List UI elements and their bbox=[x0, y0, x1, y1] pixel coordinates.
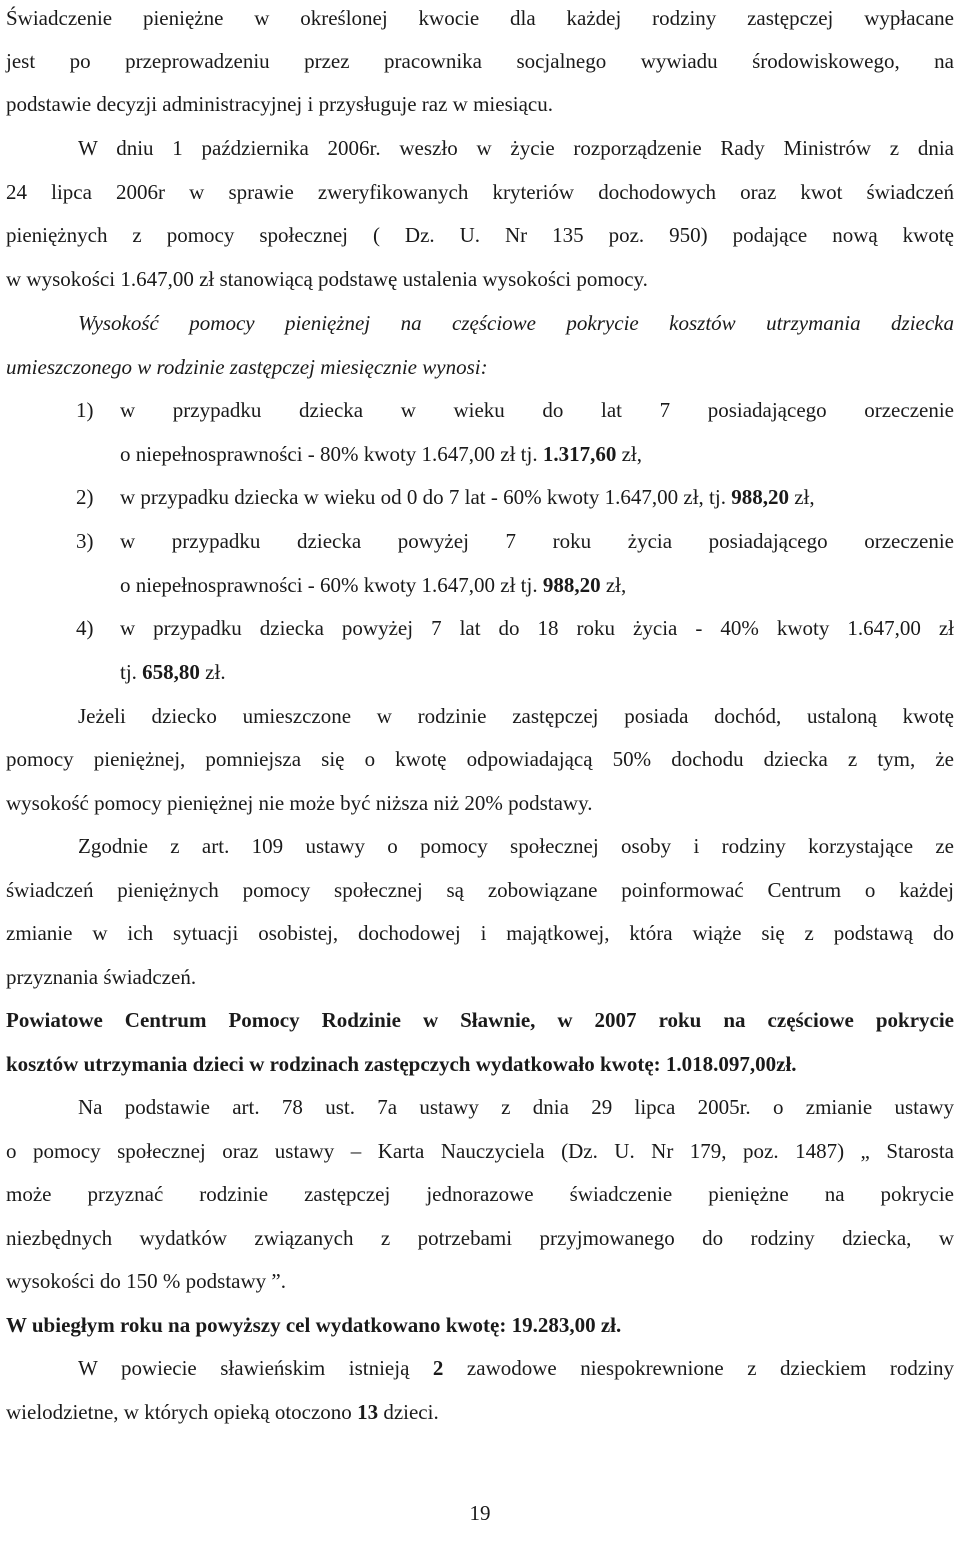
text-line: jest po przeprowadzeniu przez pracownika socjalnego wywiadu środowiskowego, na bbox=[6, 49, 954, 73]
text-line: Zgodnie z art. 109 ustawy o pomocy społecznej osoby i rodziny korzystające ze bbox=[78, 834, 954, 858]
text-line: pieniężnych z pomocy społecznej ( Dz. U. Nr 135 poz. 950) podające nową kwotę bbox=[6, 223, 954, 247]
text-line: wielodzietne, w których opieką otoczono 13 dzieci. bbox=[6, 1400, 439, 1424]
text-line: pomocy pieniężnej, pomniejsza się o kwotę odpowiadającą 50% dochodu dziecka z tym, że bbox=[6, 747, 954, 771]
list-number: 3) bbox=[76, 529, 94, 553]
list-item bbox=[76, 484, 954, 510]
text-line: w przypadku dziecka powyżej 7 roku życia posiadającego orzeczenie bbox=[120, 529, 954, 553]
text-line: niezbędnych wydatków związanych z potrzebami przyjmowanego do rodziny dziecka, w bbox=[6, 1226, 954, 1250]
text-line: tj. 658,80 zł. bbox=[120, 660, 226, 684]
text-line: Na podstawie art. 78 ust. 7a ustawy z dnia 29 lipca 2005r. o zmianie ustawy bbox=[78, 1095, 954, 1119]
text-line: świadczeń pieniężnych pomocy społecznej są zobowiązane poinformować Centrum o każdej bbox=[6, 878, 954, 902]
list-item bbox=[76, 615, 954, 641]
page-number: 19 bbox=[469, 1501, 491, 1525]
text-line: w przypadku dziecka powyżej 7 lat do 18 roku życia - 40% kwoty 1.647,00 zł bbox=[120, 616, 954, 640]
text-line: o pomocy społecznej oraz ustawy – Karta Nauczyciela (Dz. U. Nr 179, poz. 1487) „ Starosta bbox=[6, 1139, 954, 1163]
list-number: 2) bbox=[76, 485, 94, 509]
text-line: o niepełnosprawności - 60% kwoty 1.647,00 zł tj. 988,20 zł, bbox=[120, 573, 627, 597]
text-line: kosztów utrzymania dzieci w rodzinach zastępczych wydatkowało kwotę: 1.018.097,00zł. bbox=[6, 1052, 797, 1076]
text-line: w przypadku dziecka w wieku do lat 7 posiadającego orzeczenie bbox=[120, 398, 954, 422]
text-line: podstawie decyzji administracyjnej i przysługuje raz w miesiącu. bbox=[6, 92, 553, 116]
list-number: 4) bbox=[76, 616, 94, 640]
text-line: W ubiegłym roku na powyższy cel wydatkowano kwotę: 19.283,00 zł. bbox=[6, 1313, 622, 1337]
text-line: wysokości do 150 % podstawy ”. bbox=[6, 1269, 286, 1293]
text-line: Jeżeli dziecko umieszczone w rodzinie zastępczej posiada dochód, ustaloną kwotę bbox=[78, 704, 954, 728]
list-item bbox=[76, 528, 954, 554]
text-line: W dniu 1 października 2006r. weszło w życie rozporządzenie Rady Ministrów z dnia bbox=[78, 136, 954, 160]
list-number: 1) bbox=[76, 398, 94, 422]
text-line: umieszczonego w rodzinie zastępczej miesięcznie wynosi: bbox=[6, 355, 488, 379]
text-line: Powiatowe Centrum Pomocy Rodzinie w Sławnie, w 2007 roku na częściowe pokrycie bbox=[6, 1008, 954, 1032]
text-line: Świadczenie pieniężne w określonej kwocie dla każdej rodziny zastępczej wypłacane bbox=[6, 6, 954, 30]
text-line: przyznania świadczeń. bbox=[6, 965, 197, 989]
text-line: Wysokość pomocy pieniężnej na częściowe pokrycie kosztów utrzymania dziecka bbox=[78, 311, 954, 335]
text-line: w wysokości 1.647,00 zł stanowiącą podstawę ustalenia wysokości pomocy. bbox=[6, 267, 648, 291]
text-line: może przyznać rodzinie zastępczej jednorazowe świadczenie pieniężne na pokrycie bbox=[6, 1182, 954, 1206]
text-line: wysokość pomocy pieniężnej nie może być niższa niż 20% podstawy. bbox=[6, 791, 593, 815]
text-line: W powiecie sławieńskim istnieją 2 zawodowe niespokrewnione z dzieckiem rodziny bbox=[78, 1356, 954, 1380]
text-line: w przypadku dziecka w wieku od 0 do 7 lat - 60% kwoty 1.647,00 zł, tj. 988,20 zł, bbox=[120, 485, 815, 509]
text-line: o niepełnosprawności - 80% kwoty 1.647,00 zł tj. 1.317,60 zł, bbox=[120, 442, 643, 466]
text-line: zmianie w ich sytuacji osobistej, dochodowej i majątkowej, która wiąże się z podstawą do bbox=[6, 921, 954, 945]
list-item bbox=[76, 397, 954, 423]
text-line: 24 lipca 2006r w sprawie zweryfikowanych kryteriów dochodowych oraz kwot świadczeń bbox=[6, 180, 954, 204]
